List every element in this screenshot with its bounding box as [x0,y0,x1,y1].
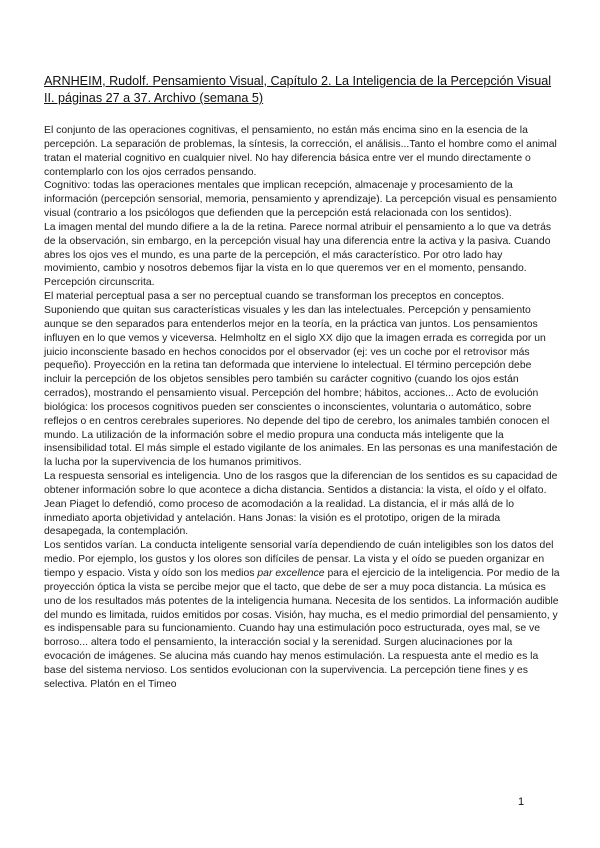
paragraph: El conjunto de las operaciones cognitivas, el pensamiento, no están más encima sino en la esencia de la percepción. La separación de problemas, la síntesis, la corrección, el análisis...Tanto el hombre como el animal tratan el material cognitivo en cualquier nivel. No hay diferencia básica entre ver el mundo directamente o contemplarlo con los ojos cerrados pensando. [44,125,557,178]
document-body [44,124,560,692]
paragraph: La respuesta sensorial es inteligencia. Uno de los rasgos que la diferencian de los sentidos es su capacidad de obtener información sobre lo que acontece a dicha distancia. Sentidos a distancia: la vista, el oído y el olfato. Jean Piaget lo defendió, como proceso de acomodación a la realidad. La distancia, el ir más allá de lo inmediato aporta objetividad y antelación. Hans Jonas: la visión es el prototipo, origen de la mirada desapegada, la contemplación. [44,471,558,538]
page-number: 1 [518,796,525,808]
paragraph: El material perceptual pasa a ser no perceptual cuando se transforman los preceptos en conceptos. Suponiendo que quitan sus características visuales y les dan las intelectuales. Percepción y pensamiento aunque se den separados para entenderlos mejor en la teoría, en la práctica van juntos. Los pensamientos influyen en lo que vemos y viceversa. Helmholtz en el siglo XX dijo que la imagen errada es corregida por un juicio inconsciente basado en hechos conocidos por el observador (ej: ves un coche por el retrovisor más pequeño). Proyección en la retina tan deformada que interviene lo intelectual. El término percepción debe incluir la percepción de los objetos sensibles pero también su carácter cognitivo (cuando los ojos están cerrados), mostrando el pensamiento visual. Percepción del hombre; hábitos, acciones... Acto de evolución biológica: los procesos cognitivos pueden ser conscientes o inconscientes, voluntaria o automático, sobre reflejos o en centros cerebrales superiores. No depende del tipo de cerebro, los animales también conocen el mundo. La utilización de la información sobre el medio propura una conducta más inteligente que la insensibilidad total. El más simple el estado vigilante de los animales. En las personas es una manifestación de la lucha por la supervivencia de los humanos primitivos. [44,291,558,469]
document-title: ARNHEIM, Rudolf. Pensamiento Visual, Capítulo 2. La Inteligencia de la Percepción Visual II. páginas 27 a 37. Archivo (semana 5) [44,74,552,105]
paragraph: Percepción circunscrita. [44,277,155,289]
paragraph-text: para el ejercicio de la inteligencia. Por medio de la proyección óptica la vista se percibe mejor que el tacto, que debe de ser a muy poca distancia. La música es uno de los resultados más potentes de la inteligencia humana. Necesita de los sentidos. La información audible del mundo es limitada, ruidos emitidos por cosas. Visión, hay mucha, es el medio primordial del pensamiento, y es indispensable para su funcionamiento. Cuando hay una estimulación poco estructurada, oyes mal, se ve borroso... altera todo el pensamiento, la interacción social y la serenidad. Surgen alucinaciones por la evocación de imágenes. Se alucina más cuando hay menos estimulación. La respuesta ante el medio es la base del sistema nervioso. Los sentidos evolucionan con la supervivencia. La percepción tiene fines y es selectiva. Platón en el Timeo [44,568,560,690]
paragraph-senses [44,539,560,691]
paragraph: La imagen mental del mundo difiere a la de la retina. Parece normal atribuir el pensamiento a lo que va detrás de la observación, sin embargo, en la percepción visual hay una diferencia entre la activa y la pasiva. Cuando abres los ojos ves el mundo, es una parte de la percepción, el más característico. Por otro lado hay movimiento, cambio y nosotros debemos fijar la vista en lo que queremos ver en el momento, pensando. [44,221,552,275]
paragraph: Cognitivo: todas las operaciones mentales que implican recepción, almacenaje y procesamiento de la información (percepción sensorial, memoria, pensamiento y aprendizaje). La percepción visual es pensamiento visual (contrario a los psicólogos que defienden que la percepción está relacionada con los sentidos). [44,180,557,220]
paragraph-text: Los sentidos varían. La conducta inteligente sensorial varía dependiendo de cuán inteligibles son los datos del medio. Por ejemplo, los gustos y los olores son difíciles de pensar. La vista y el oído se pueden organizar en tiempo y espacio. Vista y oído son los medios [44,540,554,579]
emphasis-text: par excellence [257,568,325,579]
